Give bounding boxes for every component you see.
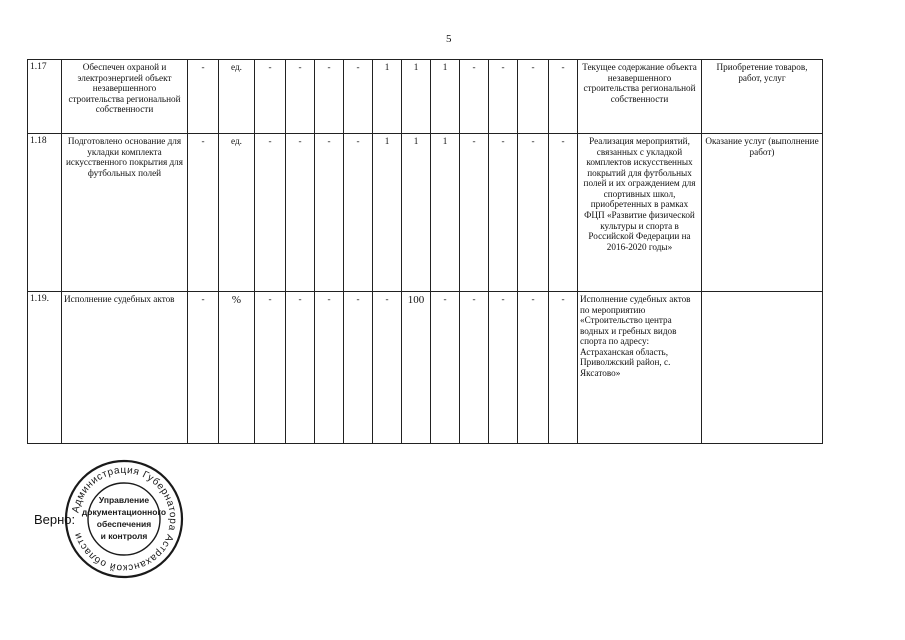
cell-0: - <box>188 292 219 444</box>
row-number: 1.18 <box>28 134 62 292</box>
cell-11: - <box>518 292 549 444</box>
cell-12: - <box>549 292 578 444</box>
cell-3: - <box>286 60 315 134</box>
cell-6: - <box>373 292 402 444</box>
cell-5: - <box>344 134 373 292</box>
cell-2: - <box>255 292 286 444</box>
cell-unit: ед. <box>219 60 255 134</box>
stamp-line-4: и контроля <box>100 531 148 541</box>
cell-7: 100 <box>402 292 431 444</box>
stamp-line-3: обеспечения <box>96 519 152 529</box>
row-type: Оказание услуг (выполнение работ) <box>702 134 823 292</box>
cell-6: 1 <box>373 134 402 292</box>
cell-5: - <box>344 292 373 444</box>
cell-7: 1 <box>402 60 431 134</box>
cell-9: - <box>460 60 489 134</box>
cell-7: 1 <box>402 134 431 292</box>
cell-10: - <box>489 60 518 134</box>
cell-2: - <box>255 134 286 292</box>
row-number: 1.17 <box>28 60 62 134</box>
page-number: 5 <box>446 33 452 45</box>
cell-6: 1 <box>373 60 402 134</box>
table-row <box>28 292 823 444</box>
verno-label: Верно: <box>34 512 76 527</box>
table-row <box>28 60 823 134</box>
row-name: Подготовлено основание для укладки комплекта искусственного покрытия для футбольных полей <box>62 134 188 292</box>
stamp-line-2: документационного <box>81 507 167 517</box>
cell-4: - <box>315 60 344 134</box>
cell-10: - <box>489 134 518 292</box>
row-description: Текущее содержание объекта незавершенного строительства региональной собственности <box>578 60 702 134</box>
cell-5: - <box>344 60 373 134</box>
cell-0: - <box>188 134 219 292</box>
cell-0: - <box>188 60 219 134</box>
cell-12: - <box>549 134 578 292</box>
cell-11: - <box>518 134 549 292</box>
data-table <box>27 59 823 444</box>
cell-9: - <box>460 134 489 292</box>
row-type: Приобретение товаров, работ, услуг <box>702 60 823 134</box>
table-row <box>28 134 823 292</box>
cell-10: - <box>489 292 518 444</box>
cell-3: - <box>286 292 315 444</box>
row-number: 1.19. <box>28 292 62 444</box>
cell-4: - <box>315 292 344 444</box>
cell-unit: % <box>219 292 255 444</box>
cell-11: - <box>518 60 549 134</box>
cell-3: - <box>286 134 315 292</box>
row-description: Реализация мероприятий, связанных с укладкой комплектов искусственных покрытий для футбольных полей и их ограждением для спортивных школ, приобретенных в рамках ФЦП «Развитие физической культуры и спорта в Российской Федерации на 2016-2020 годы» <box>578 134 702 292</box>
row-name: Обеспечен охраной и электроэнергией объект незавершенного строительства региональной собственности <box>62 60 188 134</box>
cell-8: 1 <box>431 134 460 292</box>
stamp-ring-text: Администрация Губернатора Астраханской области <box>70 464 179 574</box>
official-stamp <box>63 458 185 580</box>
cell-unit: ед. <box>219 134 255 292</box>
stamp-line-1: Управление <box>98 495 150 505</box>
cell-8: 1 <box>431 60 460 134</box>
cell-2: - <box>255 60 286 134</box>
cell-12: - <box>549 60 578 134</box>
row-type <box>702 292 823 444</box>
row-name: Исполнение судебных актов <box>62 292 188 444</box>
cell-4: - <box>315 134 344 292</box>
row-description: Исполнение судебных актов по мероприятию «Строительство центра водных и гребных видов спорта по адресу: Астраханская область, Приволжский район, с. Яксатово» <box>578 292 702 444</box>
cell-8: - <box>431 292 460 444</box>
cell-9: - <box>460 292 489 444</box>
